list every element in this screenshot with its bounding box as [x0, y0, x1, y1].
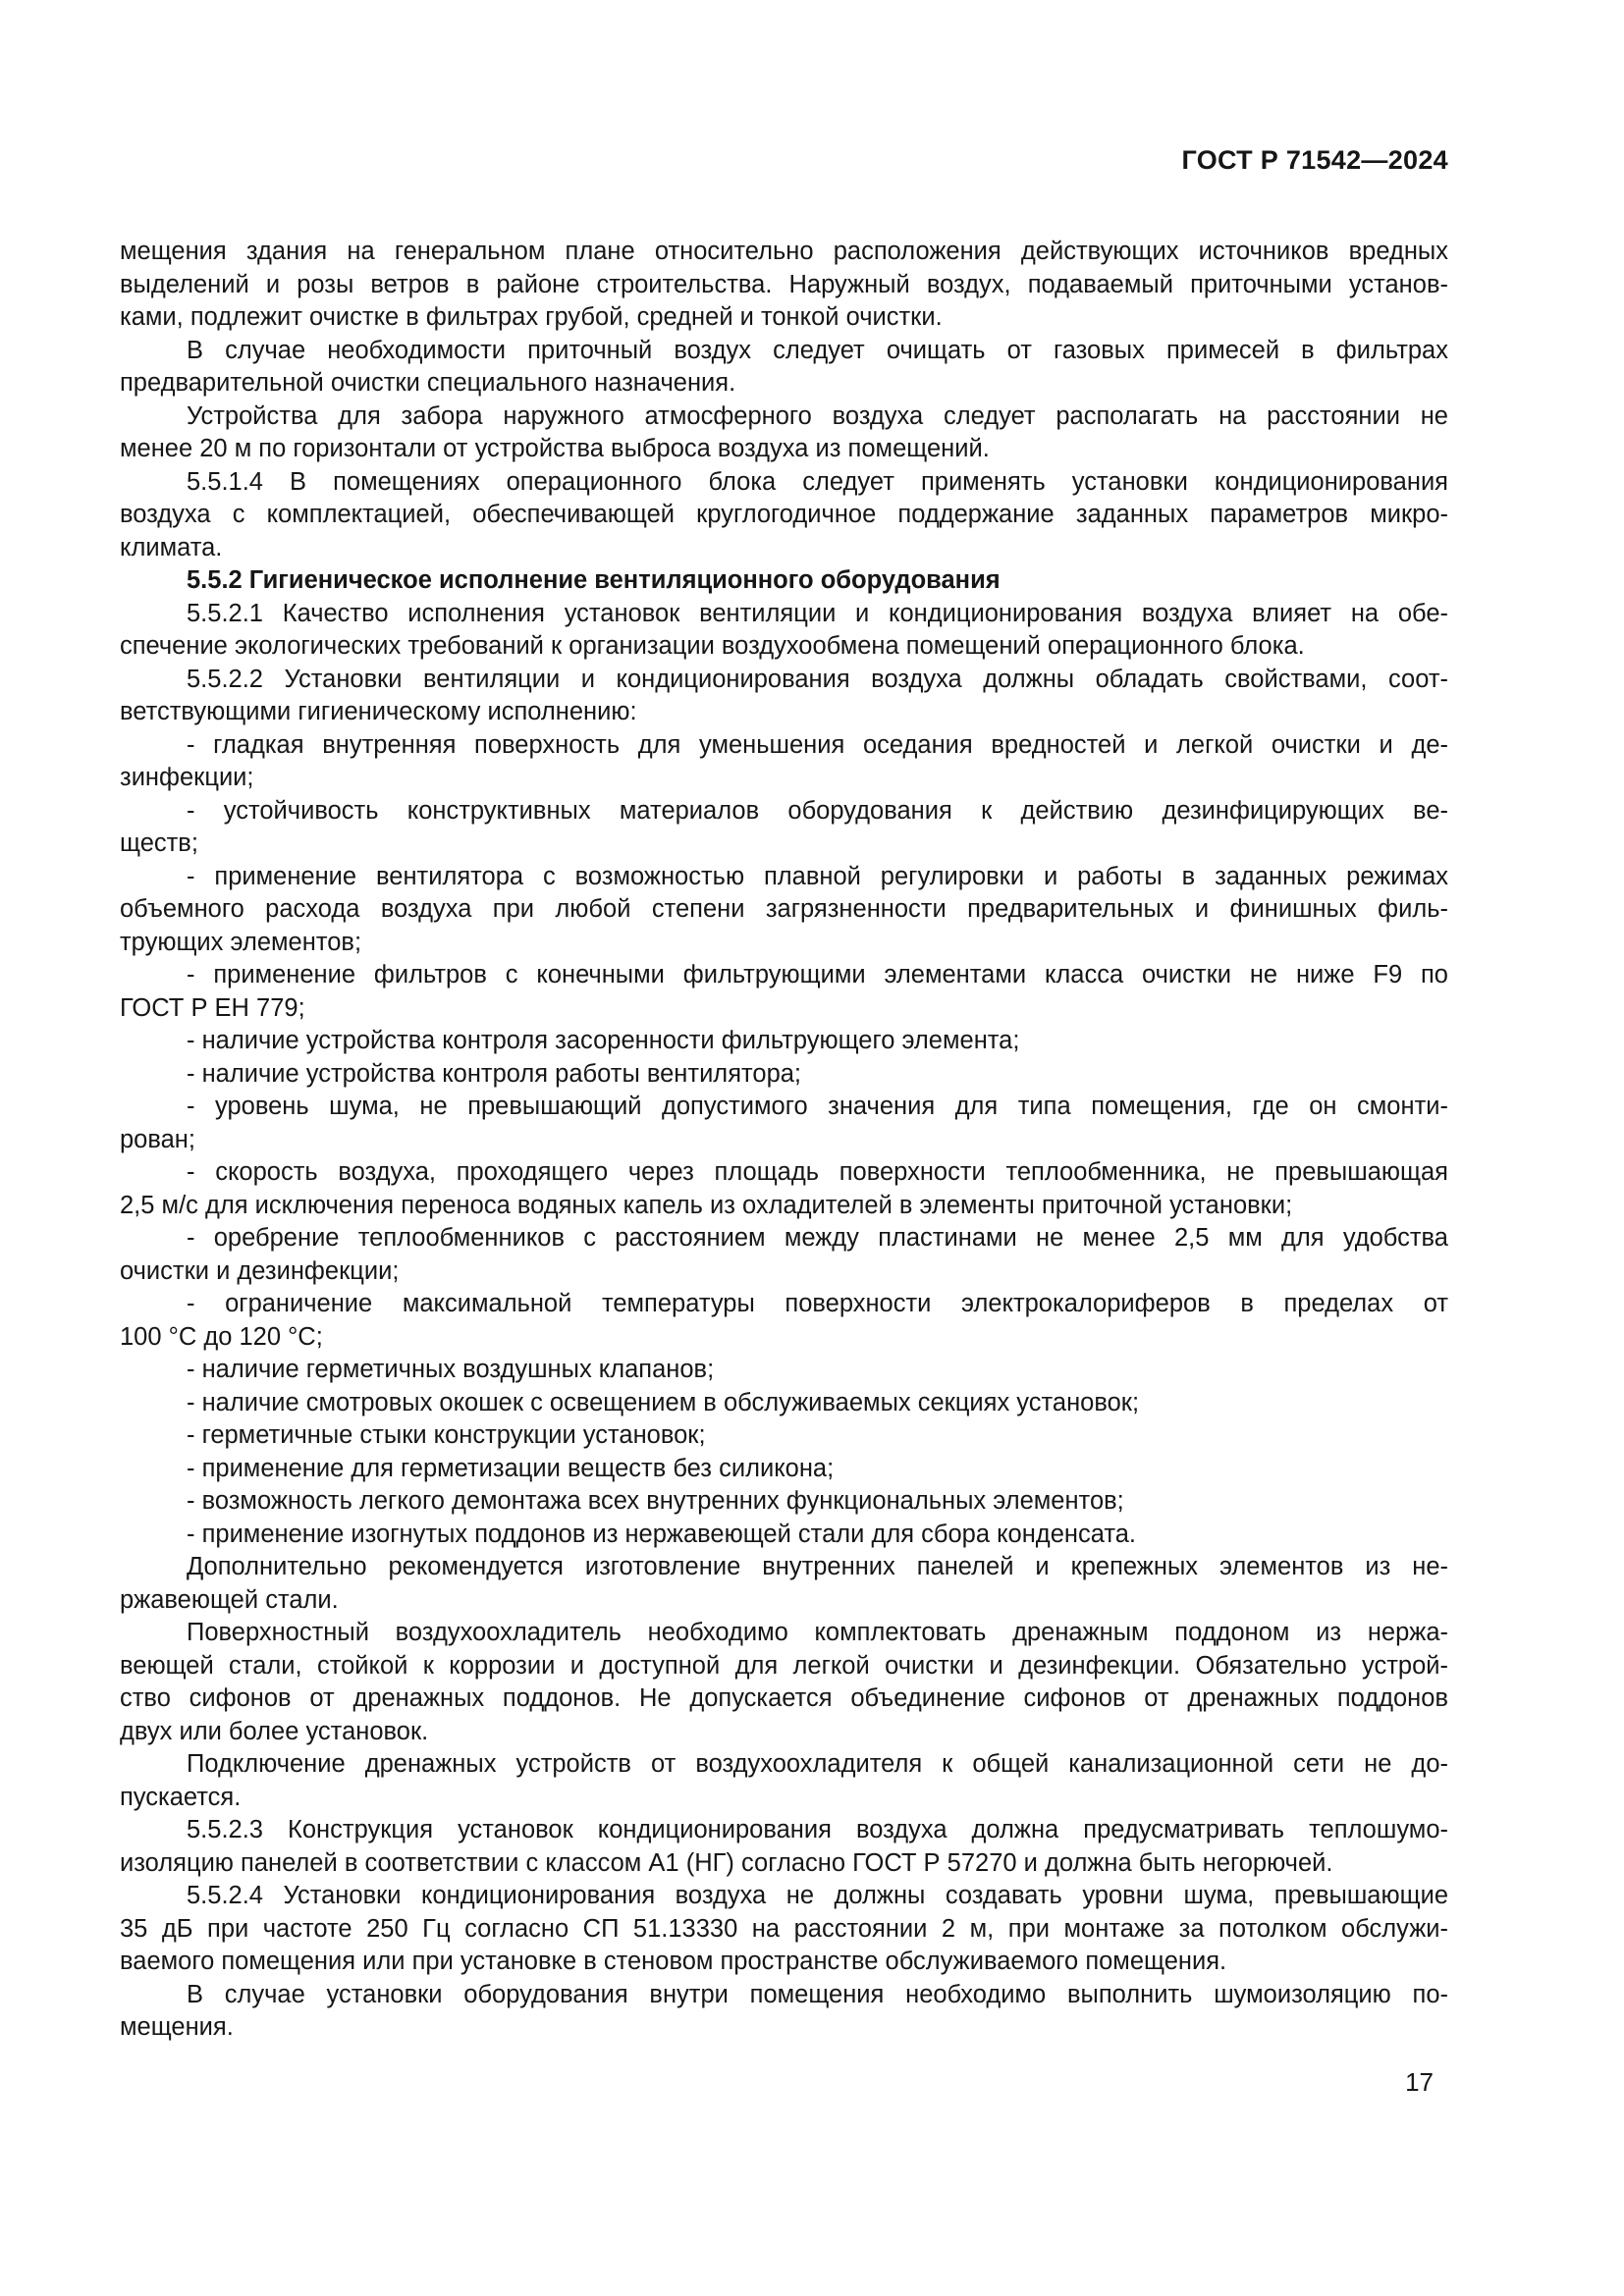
paragraph: [120, 1979, 1448, 2045]
paragraph: [120, 1814, 1448, 1880]
paragraph: [120, 1354, 1448, 1387]
text-line: объемного расхода воздуха при любой степени загрязненности предварительных и финишных филь-: [120, 895, 1448, 923]
text-line: пускается.: [120, 1783, 242, 1811]
paragraph: [120, 729, 1448, 795]
text-line: - устойчивость конструктивных материалов оборудования к действию дезинфицирующих ве-: [187, 796, 1448, 825]
text-line: 5.5.2 Гигиеническое исполнение вентиляционного оборудования: [187, 566, 1001, 594]
text-line: двух или более установок.: [120, 1717, 429, 1745]
text-line: трующих элементов;: [120, 928, 362, 956]
text-line: Поверхностный воздухоохладитель необходимо комплектовать дренажным поддоном из нержа-: [187, 1619, 1448, 1646]
page-number: 17: [1405, 2067, 1434, 2097]
paragraph: [120, 236, 1448, 335]
text-line: ГОСТ Р ЕН 779;: [120, 993, 305, 1022]
paragraph: [120, 1748, 1448, 1814]
text-line: - скорость воздуха, проходящего через площадь поверхности теплообменника, не превышающая: [187, 1158, 1448, 1186]
paragraph: [120, 1025, 1448, 1058]
document-body: [120, 236, 1448, 2045]
text-line: ржавеющей стали.: [120, 1585, 339, 1614]
text-line: - уровень шума, не превышающий допустимого значения для типа помещения, где он смонти-: [187, 1093, 1448, 1120]
text-line: ваемого помещения или при установке в стеновом пространстве обслуживаемого помещения.: [120, 1948, 1227, 1975]
paragraph: [120, 1288, 1448, 1354]
text-line: 100 °С до 120 °С;: [120, 1322, 323, 1351]
paragraph: [120, 795, 1448, 861]
paragraph: [120, 466, 1448, 565]
section-heading: [120, 564, 1448, 598]
text-line: - применение для герметизации веществ без силикона;: [187, 1454, 835, 1482]
text-line: - применение вентилятора с возможностью плавной регулировки и работы в заданных режимах: [187, 862, 1448, 890]
paragraph: [120, 1091, 1448, 1156]
text-line: 5.5.2.4 Установки кондиционирования воздуха не должны создавать уровни шума, превышающие: [187, 1882, 1448, 1909]
text-line: ство сифонов от дренажных поддонов. Не допускается объединение сифонов от дренажных поддонов: [120, 1684, 1448, 1712]
paragraph: [120, 1617, 1448, 1748]
paragraph: [120, 1058, 1448, 1092]
paragraph: [120, 1419, 1448, 1453]
doc-code-header: ГОСТ Р 71542—2024: [1181, 145, 1448, 175]
text-line: 5.5.2.2 Установки вентиляции и кондиционирования воздуха должны обладать свойствами, соот-: [187, 665, 1448, 693]
text-line: 5.5.2.1 Качество исполнения установок вентиляции и кондиционирования воздуха влияет на обе-: [187, 599, 1448, 627]
text-line: 2,5 м/с для исключения переноса водяных капель из охладителей в элементы приточной установки;: [120, 1191, 1293, 1219]
text-line: ками, подлежит очистке в фильтрах грубой, средней и тонкой очистки.: [120, 303, 943, 331]
paragraph: [120, 1485, 1448, 1519]
text-line: В случае необходимости приточный воздух следует очищать от газовых примесей в фильтрах: [187, 336, 1448, 364]
text-line: - гладкая внутренняя поверхность для уменьшения оседания вредностей и легкой очистки и де-: [187, 730, 1448, 759]
text-line: выделений и розы ветров в районе строительства. Наружный воздух, подаваемый приточными установ-: [120, 270, 1448, 298]
text-line: мещения.: [120, 2013, 234, 2041]
paragraph: [120, 861, 1448, 960]
text-line: - герметичные стыки конструкции установок;: [187, 1421, 706, 1449]
paragraph: [120, 1551, 1448, 1617]
text-line: - возможность легкого демонтажа всех внутренних функциональных элементов;: [187, 1487, 1124, 1515]
text-line: веющей стали, стойкой к коррозии и доступной для легкой очистки и дезинфекции. Обязательно устрой-: [120, 1651, 1448, 1680]
text-line: - оребрение теплообменников с расстоянием между пластинами не менее 2,5 мм для удобства: [187, 1224, 1448, 1252]
text-line: менее 20 м по горизонтали от устройства выброса воздуха из помещений.: [120, 435, 990, 462]
text-line: зинфекции;: [120, 764, 254, 791]
text-line: Подключение дренажных устройств от воздухоохладителя к общей канализационной сети не до-: [187, 1750, 1448, 1778]
text-line: 35 дБ при частоте 250 Гц согласно СП 51.13330 на расстоянии 2 м, при монтаже за потолком обслужи-: [120, 1914, 1448, 1943]
paragraph: [120, 335, 1448, 400]
text-line: ществ;: [120, 829, 198, 857]
paragraph: [120, 1519, 1448, 1552]
text-line: - ограничение максимальной температуры поверхности электрокалориферов в пределах от: [187, 1290, 1448, 1317]
paragraph: [120, 1156, 1448, 1222]
text-line: спечение экологических требований к организации воздухообмена помещений операционного блока.: [120, 632, 1305, 660]
text-line: - наличие герметичных воздушных клапанов;: [187, 1356, 715, 1383]
paragraph: [120, 400, 1448, 466]
paragraph: [120, 1222, 1448, 1288]
paragraph: [120, 598, 1448, 664]
text-line: - применение изогнутых поддонов из нержавеющей стали для сбора конденсата.: [187, 1520, 1136, 1548]
text-line: мещения здания на генеральном плане относительно расположения действующих источников вредных: [120, 238, 1448, 265]
text-line: изоляцию панелей в соответствии с классом А1 (НГ) согласно ГОСТ Р 57270 и должна быть негорючей.: [120, 1848, 1333, 1877]
text-line: рован;: [120, 1125, 195, 1153]
text-line: В случае установки оборудования внутри помещения необходимо выполнить шумоизоляцию по-: [187, 1980, 1448, 2008]
text-line: воздуха с комплектацией, обеспечивающей круглогодичное поддержание заданных параметров микро-: [120, 501, 1448, 528]
paragraph: [120, 1387, 1448, 1420]
paragraph: [120, 1453, 1448, 1486]
paragraph: [120, 664, 1448, 729]
text-line: - применение фильтров с конечными фильтрующими элементами класса очистки не ниже F9 по: [187, 961, 1448, 988]
text-line: 5.5.2.3 Конструкция установок кондиционирования воздуха должна предусматривать теплошумо-: [187, 1816, 1448, 1843]
text-line: - наличие смотровых окошек с освещением в обслуживаемых секциях установок;: [187, 1388, 1140, 1416]
paragraph: [120, 959, 1448, 1025]
text-line: - наличие устройства контроля засоренности фильтрующего элемента;: [187, 1027, 1020, 1054]
text-line: - наличие устройства контроля работы вентилятора;: [187, 1059, 802, 1088]
text-line: предварительной очистки специального назначения.: [120, 369, 736, 397]
text-line: Устройства для забора наружного атмосферного воздуха следует располагать на расстоянии не: [187, 401, 1448, 430]
text-line: 5.5.1.4 В помещениях операционного блока следует применять установки кондиционирования: [187, 467, 1448, 496]
text-line: очистки и дезинфекции;: [120, 1256, 400, 1285]
paragraph: [120, 1880, 1448, 1979]
text-line: ветствующими гигиеническому исполнению:: [120, 698, 637, 725]
text-line: климата.: [120, 533, 223, 561]
text-line: Дополнительно рекомендуется изготовление внутренних панелей и крепежных элементов из не-: [187, 1553, 1448, 1580]
